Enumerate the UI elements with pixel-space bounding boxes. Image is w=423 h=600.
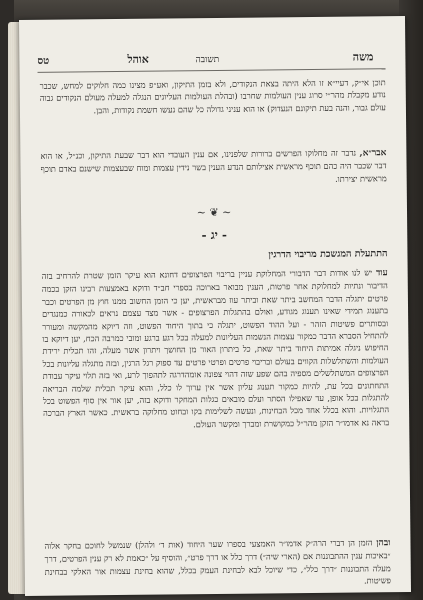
book-page <box>19 16 411 596</box>
paragraph-1: תוכן אי״ק, דעיי״א זו הלא היתה בצאת הנקודים, ולא בזמן התיקון, ואע״פ מצינו כמה חלוקים למחש, שכבר נודע מקבלת מהר״י סרוג ענין העולמות שחרבו (ובהלת העולמות העליונים הנגלה למעלה מעולם הנקודים גבוה עולם גבור, והנה בעת תיקונם הנעדוק) או הוא עניני גדולה כל שהם נעשו חשמת נקודות, והבן. <box>39 77 386 116</box>
paragraph-2-body: נדבר זה מחלוקו הפרשים ברורות שלפנינו, אם ענין העובדי הוא דבר שבעת התיקון, וכנ״ל, או הוא דבר שכבר היה כהם תוכף מראשית אצילותם הנדע הענין בשר נידין עצמות ומוח שבעצמות שישנם באדם תוכף מראשית יצירתו. <box>40 147 387 184</box>
ornament-divider: ~ ❦ ~ <box>196 205 232 220</box>
running-head-left: אוהל <box>127 52 149 66</box>
section-number: - יג - <box>201 227 228 243</box>
paragraph-3-body: יש לנו אודות דבר הדבורי המחלוקת עניין בריבוי הפרצופים דחונא הוא עיקר הזמן שטרת להרחיב בזה הדיבור ונתיות למחלוקת אחר פרטות, הענין מבואר בארוכה בספרי חב״ד ודוקא באמצעות רבינו הזקן בכמה פרטים יתגלה הדבר המחשב ביתר שאת וביתר עוז מבראשית, יען כי הזמן החשוב ממנו חוץ מן הפרטים וכבר בתענוג תמידי שאינו תענוג מגודע, ואולם בהתגלות הפרצופים - אשר מצד עצמם נראים לכאורה כמנגדים ובסותרים פשיטות הזהר - ועל ההוד הפשוט, יתגלה כי בתוך היחוד הפשוט, וזה דיוקא מהמקשה ומעורר להתחיל הסברא הדבר כמקור עצמות הנשמות העליונות למעלה בכל רגע ברגע ומובי כמרבה הכח, יען דיוקא בו החיפוש ניגלה אמיתות היחוד ביתר שאת, כל ביתרון האור מן החושך ויתרון אשר מעלה, זהו תכלית ירידת העולמות והשתלשלות הקווים בעולם ובריבוי פרטים ופרטי פרטים עד ספוק רגל הרגין, ובזה מתגלה עליונות בכל הפרצופים המשתלשלים מספיה בהם שפע שזה דהוי צפונה אומהדרגה לתהפוך לרע, ואי בזה תלוי עיקר עבודת התחתונים בכל עת, להיות כמקור תענוג עליון אשר אין ערוך לו כלל, והוא עיקר תכלית שלמה הבריאה להתגלות בכל אופן, עד שאפילו הסתר ועלם מובאים כגלות המחקר ודוקא בזה, יען אור אין סוף הפשוט בכל התגלויות. והוא בכלל אחד מכל הבחינות, ונעשה לשלימות בקו ובחוט מחלוקה בראשית. כאשר הארץ הברכה בראה נא אדמו״ר הזקן מהר״ל כמקושרת ומברך ומקשר העולם. <box>41 267 390 430</box>
page-number: טס <box>37 55 50 67</box>
paragraph-3 <box>42 266 391 538</box>
running-head-center: תשובה <box>195 54 220 66</box>
running-head-right: משה <box>352 50 374 64</box>
closing-paragraph-lead: ובהן <box>376 538 391 549</box>
paragraph-3-lead: עוד <box>375 268 388 279</box>
running-head <box>37 50 385 73</box>
paragraph-2-lead: אבר״א, <box>359 148 387 159</box>
closing-paragraph <box>44 536 391 596</box>
section-heading: התתעלת המגשכת מריבוי הדרגין <box>268 248 388 261</box>
closing-paragraph-body: הזמן הן דברי הרה״ק אדמו״ר האמצעי בספרו שער היחוד (אות ד׳ ולהלן) שנמשל לחוכם בחקר אלוה ״באיכות ענין ההתבוננות אם (הארי שיה״) דרך כלל או דרך פרט״, והוסיף על ״כאמת לא רק ענין הפרטים, דרך מעלה התבוננות ״דרך כלל״, כדי שיוכל לבא לבחינת העמק בכלל, שהוא בחינת עצמות אור האלקי בבחינת פשיטות. <box>44 537 391 586</box>
